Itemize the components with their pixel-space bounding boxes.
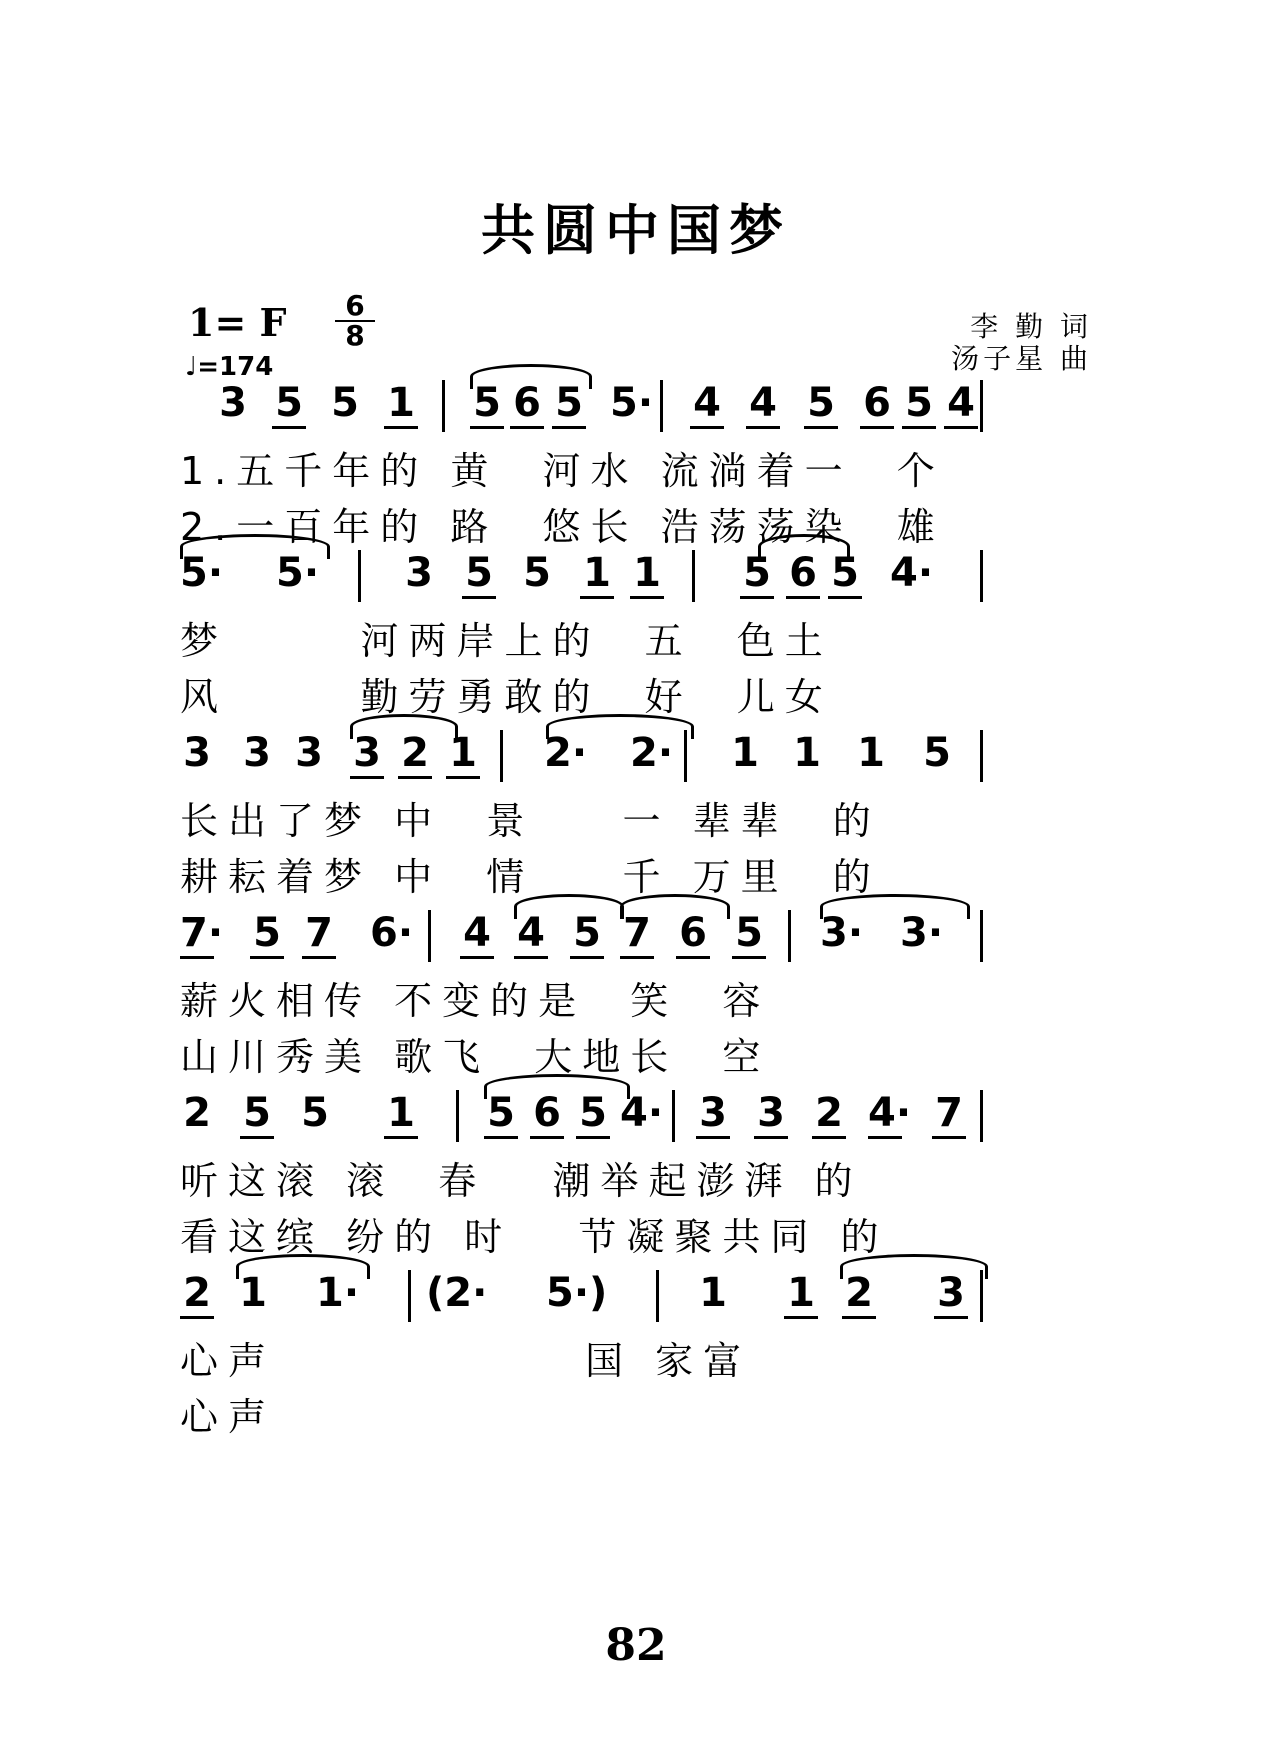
note: 5 <box>272 380 306 429</box>
bar-line <box>456 1090 459 1142</box>
note: 5 <box>740 550 774 599</box>
note: 5 <box>923 730 951 776</box>
note: 1 <box>793 730 821 776</box>
note: 1 <box>857 730 885 776</box>
lyric-line: 心声 <box>180 1395 277 1439</box>
note-line <box>180 880 1100 970</box>
note: 3 <box>934 1270 968 1319</box>
note: 5 <box>732 910 766 959</box>
slur-mark <box>236 1254 370 1279</box>
note: 3 <box>350 730 384 779</box>
note: 5 <box>462 550 496 599</box>
lyric-line: 1.五千年的 黄 河水 流淌着一 个 <box>180 449 945 493</box>
meter-denominator: 8 <box>335 320 375 350</box>
note: 4· <box>868 1090 902 1139</box>
note-line <box>180 1060 1100 1150</box>
page-number: 82 <box>605 1620 667 1671</box>
bar-line <box>980 1270 983 1322</box>
bar-line <box>692 550 695 602</box>
meter-numerator: 6 <box>345 289 365 322</box>
note: 5· <box>180 550 224 596</box>
note: 1 <box>239 1270 267 1316</box>
note: 4 <box>460 910 494 959</box>
note: 1 <box>580 550 614 599</box>
note: 7 <box>620 910 654 959</box>
bar-line <box>442 380 445 432</box>
note: 5 <box>250 910 284 959</box>
note: 3 <box>219 380 247 426</box>
note: 5 <box>828 550 862 599</box>
note: 1 <box>731 730 759 776</box>
slur-mark <box>180 534 330 559</box>
note: 4· <box>620 1090 664 1136</box>
note: 3· <box>820 910 864 956</box>
bar-line <box>684 730 687 782</box>
slur-mark <box>546 714 694 739</box>
bar-line <box>656 1270 659 1322</box>
note: 3 <box>696 1090 730 1139</box>
note: 1 <box>784 1270 818 1319</box>
lyric-line: 听这滚 滚 春 潮举起澎湃 的 <box>180 1159 863 1203</box>
time-signature <box>335 289 375 352</box>
note: 6 <box>676 910 710 959</box>
note: 3 <box>243 730 271 776</box>
slur-mark <box>514 894 624 919</box>
lyric-line: 心声 国 家富 <box>180 1339 752 1383</box>
note: 1 <box>384 380 418 429</box>
note: 7 <box>932 1090 966 1139</box>
note: 3 <box>405 550 433 596</box>
note: 4 <box>514 910 548 959</box>
bar-line <box>980 380 983 432</box>
bar-line <box>672 1090 675 1142</box>
note: 5· <box>276 550 320 596</box>
note: 4 <box>690 380 724 429</box>
score-line <box>180 520 1100 722</box>
lyric-line: 耕耘着梦 中 情 千 万里 的 <box>180 855 881 899</box>
lyricist-credit: 李 勤 词 <box>970 310 1092 343</box>
score-line <box>180 1240 1100 1442</box>
note: 5 <box>804 380 838 429</box>
lyric-line: 风 勤劳勇敢的 好 儿女 <box>180 675 833 719</box>
note: 1 <box>446 730 480 779</box>
score-line <box>180 1060 1100 1262</box>
note: 2· <box>544 730 588 776</box>
bar-line <box>428 910 431 962</box>
lyric-line: 长出了梦 中 景 一 辈辈 的 <box>180 799 881 843</box>
slur-mark <box>840 1254 988 1279</box>
bar-line <box>408 1270 411 1322</box>
note: 2 <box>842 1270 876 1319</box>
note-line <box>180 700 1100 790</box>
bar-line <box>980 1090 983 1142</box>
note: 4 <box>746 380 780 429</box>
note: 6 <box>860 380 894 429</box>
slur-mark <box>820 894 970 919</box>
note: (2· <box>426 1270 488 1316</box>
note: 1 <box>384 1090 418 1139</box>
note: 4· <box>890 550 934 596</box>
note: 3· <box>900 910 944 956</box>
score-line <box>180 700 1100 902</box>
note: 6 <box>510 380 544 429</box>
note: 5 <box>523 550 551 596</box>
note: 5 <box>576 1090 610 1139</box>
note: 6 <box>530 1090 564 1139</box>
note: 1 <box>630 550 664 599</box>
note: 5 <box>484 1090 518 1139</box>
note: 5· <box>610 380 654 426</box>
note: 5 <box>902 380 936 429</box>
note: 2 <box>812 1090 846 1139</box>
note: 5 <box>240 1090 274 1139</box>
score-line <box>180 880 1100 1082</box>
slur-mark <box>470 364 592 389</box>
note: 3 <box>754 1090 788 1139</box>
slur-mark <box>484 1074 630 1099</box>
lyric-line: 梦 河两岸上的 五 色土 <box>180 619 833 663</box>
slur-mark <box>758 534 850 559</box>
bar-line <box>660 380 663 432</box>
note: 5·) <box>546 1270 608 1316</box>
note: 3 <box>183 730 211 776</box>
note: 2 <box>183 1090 211 1136</box>
slur-mark <box>350 714 458 739</box>
note: 7· <box>180 910 214 959</box>
note: 3 <box>295 730 323 776</box>
note: 6 <box>786 550 820 599</box>
note: 5 <box>570 910 604 959</box>
bar-line <box>980 730 983 782</box>
bar-line <box>358 550 361 602</box>
song-title: 共圆中国梦 <box>481 198 791 262</box>
lyric-line: 2.一百年的 路 悠长 浩荡荡染 雄 <box>180 505 945 549</box>
bar-line <box>980 910 983 962</box>
note: 2· <box>630 730 674 776</box>
key-signature: 1= F <box>188 300 287 345</box>
note-line <box>180 520 1100 610</box>
tempo-marking: ♩=174 <box>185 352 274 382</box>
note-line <box>180 350 1100 440</box>
note: 1· <box>316 1270 360 1316</box>
note: 5 <box>301 1090 329 1136</box>
lyric-line: 薪火相传 不变的是 笑 容 <box>180 979 771 1023</box>
note: 5 <box>552 380 586 429</box>
note: 4 <box>944 380 978 429</box>
note: 1 <box>699 1270 727 1316</box>
slur-mark <box>620 894 730 919</box>
bar-line <box>500 730 503 782</box>
lyric-line: 山川秀美 歌飞 大地长 空 <box>180 1035 771 1079</box>
note-line <box>180 1240 1100 1330</box>
note: 5 <box>470 380 504 429</box>
note: 2 <box>180 1270 214 1319</box>
composer-credit: 汤子星 曲 <box>951 342 1092 375</box>
note: 6· <box>370 910 414 956</box>
note: 5 <box>331 380 359 426</box>
bar-line <box>980 550 983 602</box>
lyric-line: 看这缤 纷的 时 节凝聚共同 的 <box>180 1215 889 1259</box>
note: 7 <box>302 910 336 959</box>
note: 2 <box>398 730 432 779</box>
bar-line <box>788 910 791 962</box>
